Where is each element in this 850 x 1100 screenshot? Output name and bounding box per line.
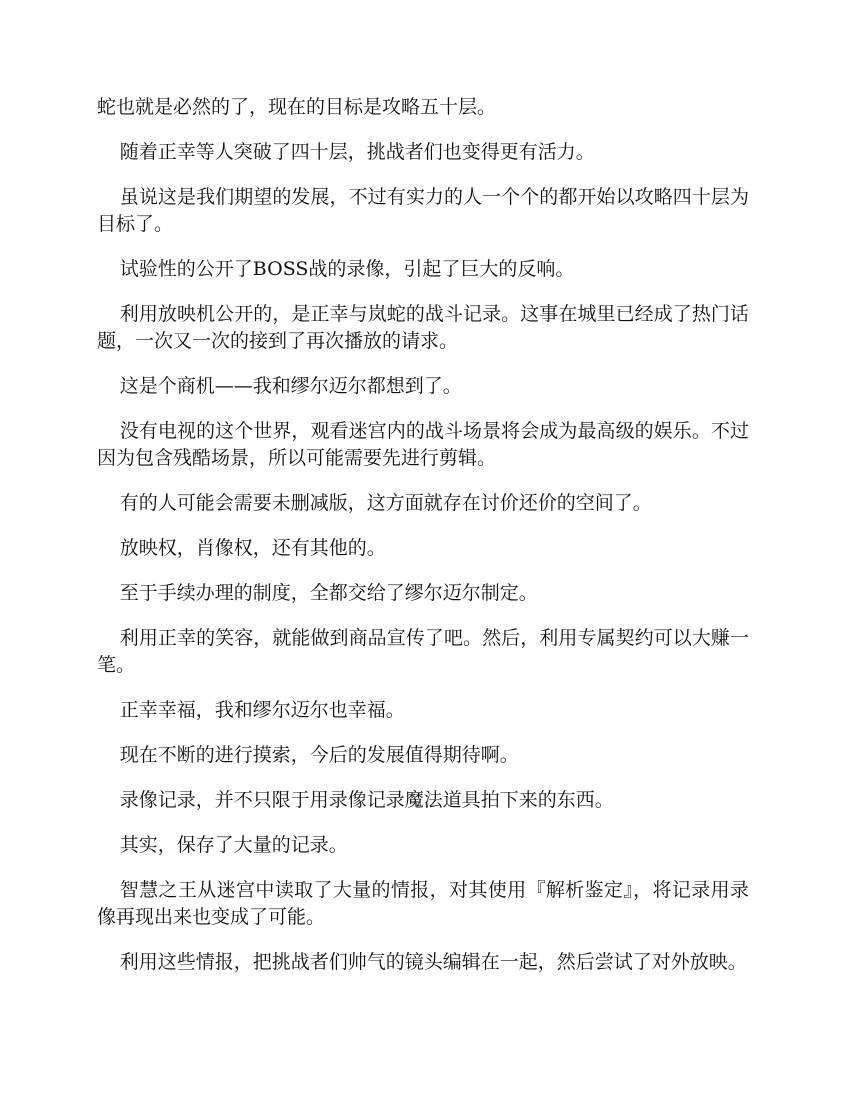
paragraph-6: 这是个商机——我和缪尔迈尔都想到了。 — [119, 375, 462, 397]
paragraph-17: 利用这些情报，把挑战者们帅气的镜头编辑在一起，然后尝试了对外放映。 — [119, 951, 747, 973]
paragraph-13: 现在不断的进行摸索，今后的发展值得期待啊。 — [119, 744, 519, 766]
paragraph-7: 没有电视的这个世界，观看迷宫内的战斗场景将会成为最高级的娱乐。不过因为包含残酷场景，所以可能需要先进行剪辑。 — [97, 420, 749, 469]
body-text — [97, 94, 749, 994]
paragraph-15: 其实，保存了大量的记录。 — [119, 834, 348, 856]
paragraph-1: 蛇也就是必然的了，现在的目标是攻略五十层。 — [97, 96, 497, 118]
paragraph-2: 随着正幸等人突破了四十层，挑战者们也变得更有活力。 — [119, 141, 595, 163]
paragraph-14: 录像记录，并不只限于用录像记录魔法道具拍下来的东西。 — [119, 789, 614, 811]
paragraph-4: 试验性的公开了BOSS战的录像，引起了巨大的反响。 — [119, 258, 575, 280]
paragraph-12: 正幸幸福，我和缪尔迈尔也幸福。 — [119, 699, 405, 721]
paragraph-8: 有的人可能会需要未删减版，这方面就存在讨价还价的空间了。 — [119, 492, 652, 514]
paragraph-5: 利用放映机公开的，是正幸与岚蛇的战斗记录。这事在城里已经成了热门话题，一次又一次的接到了再次播放的请求。 — [97, 303, 749, 352]
paragraph-3: 虽说这是我们期望的发展，不过有实力的人一个个的都开始以攻略四十层为目标了。 — [97, 186, 749, 235]
paragraph-11: 利用正幸的笑容，就能做到商品宣传了吧。然后，利用专属契约可以大赚一笔。 — [97, 627, 749, 676]
paragraph-10: 至于手续办理的制度，全都交给了缪尔迈尔制定。 — [119, 582, 538, 604]
paragraph-16: 智慧之王从迷宫中读取了大量的情报，对其使用『解析鉴定』，将记录用录像再现出来也变成了可能。 — [97, 879, 749, 928]
paragraph-9: 放映权，肖像权，还有其他的。 — [119, 537, 386, 559]
